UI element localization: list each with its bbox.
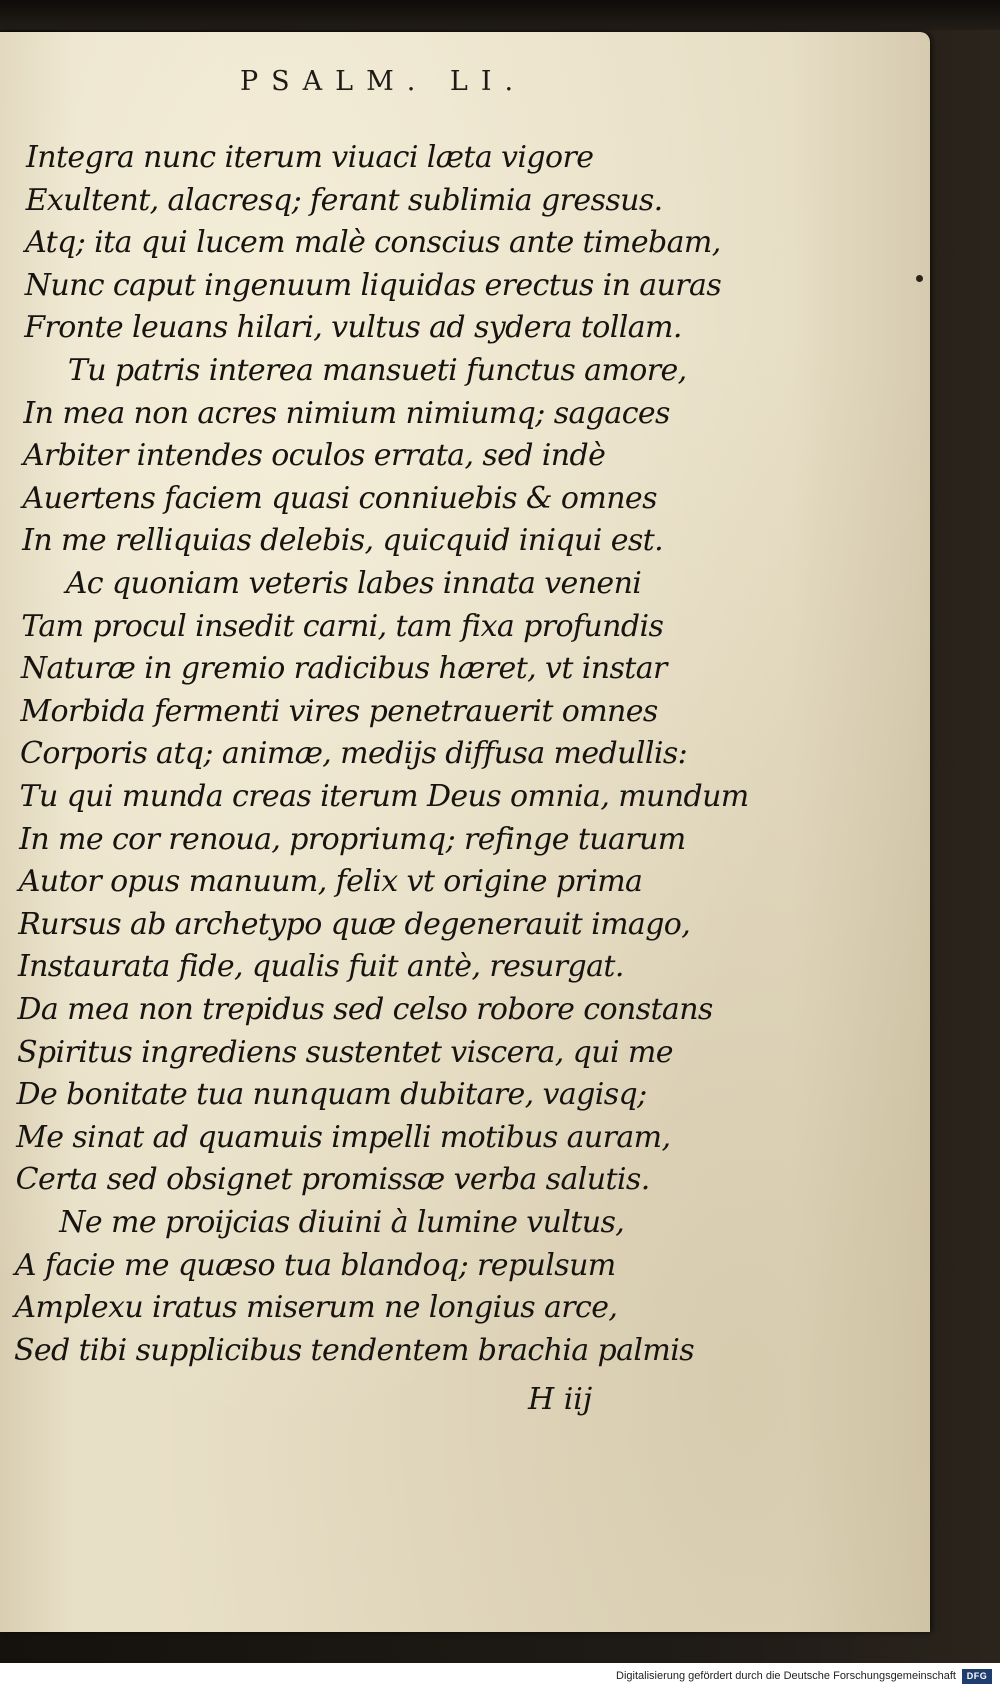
poem-line: Integra nunc iterum viuaci læta vigore xyxy=(26,140,594,175)
poem-line: Sed tibi supplicibus tendentem brachia palmis xyxy=(13,1332,695,1368)
poem-line: In mea non acres nimium nimiumq; sagaces xyxy=(23,395,670,431)
poem-line: Da mea non trepidus sed celso robore constans xyxy=(17,992,713,1027)
poem-line: Certa sed obsignet promissæ verba salutis. xyxy=(15,1162,650,1198)
digitization-footer xyxy=(0,1663,1000,1691)
poem-line: Autor opus manuum, felix vt origine prima xyxy=(18,864,643,900)
poem-line: Auertens faciem quasi conniuebis & omnes xyxy=(22,480,657,516)
poem-line: Morbida fermenti vires penetrauerit omnes xyxy=(20,693,658,729)
ink-spot xyxy=(916,275,923,282)
poem-line: Ac quoniam veteris labes innata veneni xyxy=(65,566,642,601)
poem-line: Nunc caput ingenuum liquidas erectus in auras xyxy=(24,267,722,303)
poem-line: A facie me quæso tua blandoq; repulsum xyxy=(14,1247,616,1283)
poem-line: In me cor renoua, propriumq; refinge tuarum xyxy=(19,821,686,857)
poem-line: Atq; ita qui lucem malè conscius ante timebam, xyxy=(25,225,721,261)
page-header: PSALM. LI. xyxy=(240,66,527,97)
poem-line: Ne me proijcias diuini à lumine vultus, xyxy=(59,1205,625,1240)
poem-line: Spiritus ingrediens sustentet viscera, qui me xyxy=(16,1034,673,1070)
poem-line: Tu qui munda creas iterum Deus omnia, mundum xyxy=(19,779,749,814)
poem-line: Instaurata fide, qualis fuit antè, resurgat. xyxy=(17,949,624,985)
signature-mark: H iij xyxy=(528,1382,593,1417)
poem-line: Me sinat ad quamuis impelli motibus auram, xyxy=(16,1119,671,1155)
poem-line: Naturæ in gremio radicibus hæret, vt instar xyxy=(20,651,667,687)
poem-line: De bonitate tua nunquam dubitare, vagisq; xyxy=(16,1077,647,1113)
footer-credit: Digitalisierung gefördert durch die Deutsche Forschungsgemeinschaft xyxy=(616,1670,956,1682)
poem-line: Arbiter intendes oculos errata, sed indè xyxy=(22,438,606,474)
poem-line: Tu patris interea mansueti functus amore, xyxy=(67,353,687,388)
poem-line: Rursus ab archetypo quæ degenerauit imago, xyxy=(18,906,691,942)
poem-line: Amplexu iratus miserum ne longius arce, xyxy=(14,1290,618,1326)
poem-line: Tam procul insedit carni, tam fixa profundis xyxy=(21,608,664,644)
poem-line: Fronte leuans hilari, vultus ad sydera tollam. xyxy=(24,310,682,346)
book-top-edge xyxy=(0,0,1000,30)
dfg-logo: DFG xyxy=(962,1669,992,1684)
poem-line: Corporis atq; animæ, medijs diffusa medullis: xyxy=(19,736,688,772)
poem-line: In me relliquias delebis, quicquid iniqui est. xyxy=(22,523,664,559)
poem-line: Exultent, alacresq; ferant sublimia gressus. xyxy=(25,182,663,218)
